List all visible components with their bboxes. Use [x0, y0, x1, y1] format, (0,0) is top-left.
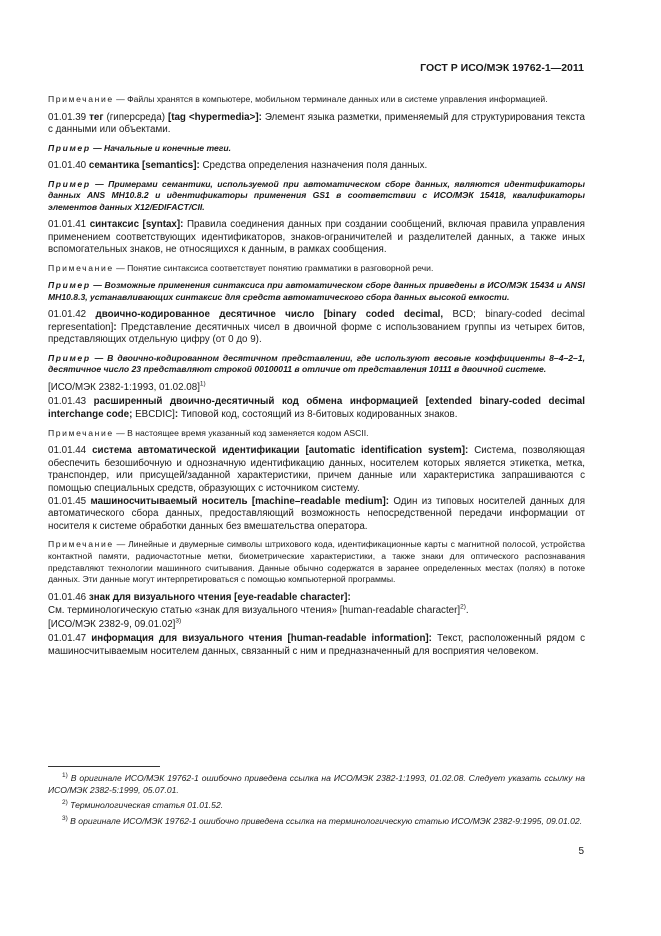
term-definition: Представление десятичных чисел в двоичной форме с использованием группы из четырех битов, представляющих отдельную цифру (от 0 до 9). — [48, 321, 586, 346]
footnote-ref: 2) — [460, 604, 466, 612]
term-entry — [48, 396, 585, 421]
source-text: [ИСО/МЭК 2382-1:1993, 01.02.08] — [48, 381, 200, 393]
term-number: 01.01.47 — [48, 633, 87, 645]
term-entry — [48, 633, 585, 658]
footnote-text: В оригинале ИСО/МЭК 19762-1 ошибочно приведена ссылка на ИСО/МЭК 2382-1:1993, 01.02.08. Следует указать ссылку на ИСО/МЭК 2382-5:1999, 05.07.01. — [48, 773, 585, 795]
footnote — [48, 816, 585, 828]
note-label: Примечание — [48, 539, 114, 550]
term-abbrev: EBCDIC] — [135, 408, 175, 420]
term-name: двоично-кодированное десятичное число [binary coded decimal, — [95, 309, 444, 321]
footnote-text: В оригинале ИСО/МЭК 19762-1 ошибочно приведена ссылка на терминологическую статью ИСО/МЭК 2382-9:1995, 09.01.02. — [70, 815, 583, 826]
example-label: Пример — [48, 352, 91, 363]
note — [48, 428, 585, 440]
term-number: 01.01.41 — [48, 219, 87, 230]
document-header: ГОСТ Р ИСО/МЭК 19762-1—2011 — [420, 62, 584, 74]
note-text: — Линейные и двумерные символы штрихового кода, идентификационные карты с магнитной полосой, устройства контактной памяти, радиочастотные метки, биометрические характеристики, а также знаки для оптического распознавания представляют технологии машинного считывания. Данные обычно содержатся в заранее определенных местах (полях) в потоке данных. Эти данные могут интерпретироваться с помощью компьютерной программы. — [48, 539, 586, 585]
note-label: Примечание — [48, 262, 114, 273]
term-colon: : — [174, 408, 179, 420]
example-text: — Примерами семантики, используемой при автоматическом сборе данных, являются идентификаторы данных ANS MH10.8.2 и идентификаторы применения GS1 в соответствии с ИСО/МЭК 15418, квалификаторы элементов данных X12/EDIFACT/CII. — [48, 178, 585, 212]
term-number: 01.01.42 — [48, 309, 87, 321]
reference-end: . — [465, 605, 469, 617]
example — [48, 179, 585, 213]
footnote-separator — [48, 766, 160, 767]
example-label: Пример — [48, 142, 91, 153]
footnote-number: 2) — [62, 799, 68, 807]
note — [48, 263, 585, 275]
term-number: 01.01.45 — [48, 495, 87, 507]
term-colon: : — [113, 321, 117, 333]
term-number: 01.01.39 — [48, 111, 87, 123]
term-entry — [48, 309, 585, 347]
term-entry — [48, 592, 585, 605]
term-entry — [48, 219, 585, 257]
term-name: синтаксис [syntax]: — [89, 219, 184, 230]
footnote — [48, 800, 585, 812]
term-english: [tag <hypermedia>]: — [167, 111, 262, 123]
term-source — [48, 619, 585, 632]
example — [48, 280, 585, 303]
footnote-number: 1) — [62, 772, 68, 780]
source-text: [ИСО/МЭК 2382-9, 09.01.02] — [48, 618, 176, 630]
term-number: 01.01.43 — [48, 396, 87, 408]
footnote — [48, 773, 585, 796]
example — [48, 143, 585, 154]
term-source — [48, 382, 585, 395]
term-definition: Средства определения назначения поля данных. — [202, 160, 428, 172]
term-definition: Элемент языка разметки, применяемый для структурирования текста с данными или объектами. — [48, 111, 585, 136]
term-definition: Правила соединения данных при создании сообщений, включая правила управления применением соответствующих идентификаторов, знаков-ограничителей и разделителей данных, а также иных вспомогательных знаков, не относящихся к данным, в рамках сообщения. — [48, 219, 585, 256]
term-number: 01.01.46 — [48, 591, 87, 603]
term-abbrev: BCD; binary-coded decimal representation] — [48, 309, 585, 333]
term-name: тег — [89, 111, 104, 123]
example-label: Пример — [48, 280, 91, 291]
footnote-ref: 3) — [175, 617, 182, 625]
note-label: Примечание — [48, 427, 114, 438]
term-name: система автоматической идентификации [automatic identification system]: — [92, 445, 469, 457]
footnote-text: Терминологическая статья 01.01.52. — [70, 800, 224, 811]
term-name: знак для визуального чтения [eye-readable character]: — [88, 591, 351, 603]
document-body — [48, 94, 585, 665]
term-definition: Система, позволяющая обеспечить безошибочную и однозначную идентификацию данных, носителем которых является этикетка, метка, транспондер, или присущей/заданной характеристики, причем данные или характеристика запрашиваются с помощью специальных средств, образующих с источником систему. — [48, 445, 585, 494]
note — [48, 539, 585, 585]
note-text: — Файлы хранятся в компьютере, мобильном терминале данных или в системе управления информацией. — [116, 94, 548, 104]
term-entry — [48, 445, 585, 495]
footnote-ref: 1) — [199, 380, 206, 388]
term-name: расширенный двоично-десятичный код обмена информацией [extended binary-coded decimal interchange code; — [48, 396, 585, 420]
term-entry — [48, 160, 585, 173]
footnotes — [48, 773, 585, 831]
example-text: — Начальные и конечные теги. — [93, 142, 231, 153]
term-number: 01.01.44 — [48, 445, 87, 457]
note-label: Примечание — [48, 94, 114, 104]
reference-text: См. терминологическую статью «знак для визуального чтения» [human-readable character] — [48, 605, 461, 617]
term-name: машиносчитываемый носитель [machine–readable medium]: — [90, 495, 390, 507]
term-name: информация для визуального чтения [human-readable information]: — [91, 633, 432, 645]
term-qualifier: (гиперсреда) — [106, 111, 165, 123]
term-number: 01.01.40 — [48, 160, 87, 172]
page-number: 5 — [578, 846, 584, 857]
term-entry — [48, 496, 585, 534]
term-definition: Текст, расположенный рядом с машиносчитываемым носителем данных, связанный с ним и предназначенный для восприятия человеком. — [48, 633, 585, 658]
note-text: — В настоящее время указанный код заменяется кодом ASCII. — [116, 427, 369, 438]
note — [48, 94, 585, 106]
term-name: семантика [semantics]: — [88, 160, 200, 172]
term-entry — [48, 112, 585, 137]
example-text: — Возможные применения синтаксиса при автоматическом сборе данных приведены в ИСО/МЭК 15434 и ANSI MH10.8.3, устанавливающих синтаксис для средств автоматического сбора данных высокой емкости. — [48, 280, 585, 302]
example-label: Пример — [48, 178, 91, 189]
term-reference — [48, 605, 585, 618]
footnote-number: 3) — [62, 814, 68, 822]
example — [48, 353, 585, 376]
term-definition: Один из типовых носителей данных для автоматического сбора данных, предоставляющий возможность непосредственной передачи информации от носителя к системе обработки данных без вмешательства оператора. — [48, 495, 585, 532]
note-text: — Понятие синтаксиса соответствует понятию грамматики в разговорной речи. — [116, 262, 434, 273]
term-definition: Типовой код, состоящий из 8-битовых кодированных знаков. — [180, 408, 458, 420]
example-text: — В двоично-кодированном десятичном представлении, где используют весовые коэффициенты 8–4–2–1, десятичное число 23 представляют строкой 00100011 в отличие от представления 10111 в двоичной системе. — [48, 352, 585, 375]
